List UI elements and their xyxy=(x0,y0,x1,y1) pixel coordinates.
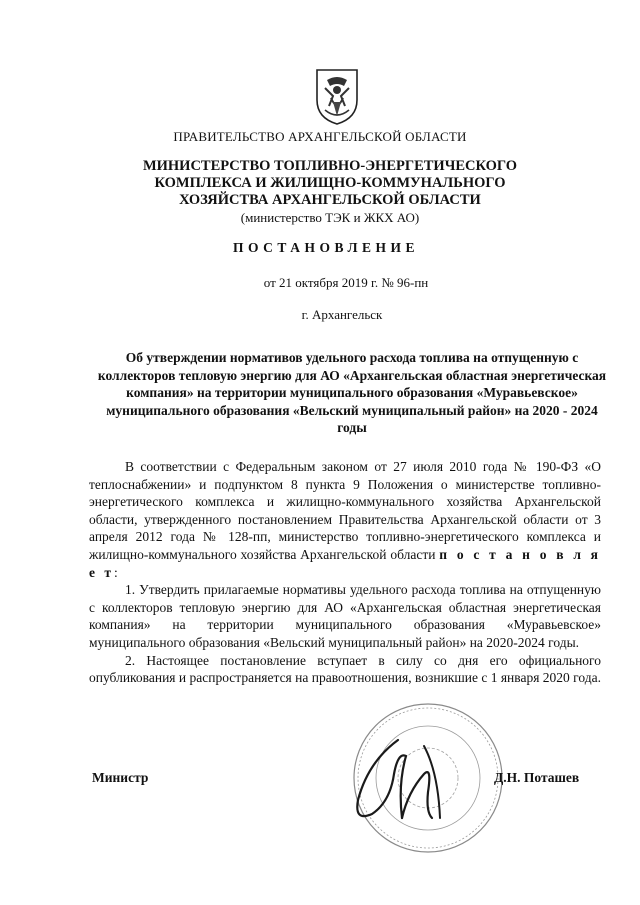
ministry-block xyxy=(120,158,540,226)
document-city: г. Архангельск xyxy=(301,307,383,322)
preamble-paragraph xyxy=(89,458,601,581)
preamble-colon: : xyxy=(114,564,118,580)
ministry-name-line: КОМПЛЕКСА И ЖИЛИЩНО-КОММУНАЛЬНОГО xyxy=(154,175,506,191)
preamble-text: В соответствии с Федеральным законом от 27 июля 2010 года № 190-ФЗ «О теплоснабжении» и подпунктом 8 пункта 9 Положения о министерстве топливно-энергетического комплекса и жилищно-коммунального хозяйства Архангельской области, утвержденного постановлением Правительства Архангельской области от 3 апреля 2012 года № 128-пп, министерство топливно-энергетического комплекса и жилищно-коммунального хозяйства Архангельской области xyxy=(89,459,601,562)
document-type: ПОСТАНОВЛЕНИЕ xyxy=(232,240,420,255)
document-subject: Об утверждении нормативов удельного расхода топлива на отпущенную с коллекторов тепловую энергию для АО «Архангельская областная энергетическая компания» на территории муниципального образования «Муравьевское» муниципального образования «Вельский муниципальный район» на 2020 - 2024 годы xyxy=(97,350,607,436)
signatory-position: Министр xyxy=(92,770,149,785)
ministry-abbreviation: (министерство ТЭК и ЖКХ АО) xyxy=(240,210,420,225)
document-body xyxy=(89,458,601,687)
government-name: ПРАВИТЕЛЬСТВО АРХАНГЕЛЬСКОЙ ОБЛАСТИ xyxy=(173,129,467,144)
signatory-name: Д.Н. Поташев xyxy=(494,770,580,785)
coat-of-arms-emblem xyxy=(313,66,361,126)
resolves-word: п о с т а н о в л я е т xyxy=(89,546,601,580)
ministry-name-line: МИНИСТЕРСТВО ТОПЛИВНО-ЭНЕРГЕТИЧЕСКОГО xyxy=(142,158,518,174)
document-date-number: от 21 октября 2019 г. № 96-пн xyxy=(263,275,429,290)
item-1-paragraph: 1. Утвердить прилагаемые нормативы удельного расхода топлива на отпущенную с коллекторов тепловую энергию для АО «Архангельская областная энергетическая компания» на территории муниципального образования «Муравьевское» муниципального образования «Вельский муниципальный район» на 2020-2024 годы. xyxy=(89,582,601,650)
handwritten-signature xyxy=(328,722,468,842)
item-2-paragraph: 2. Настоящее постановление вступает в силу со дня его официального опубликования и распространяется на правоотношения, возникшие с 1 января 2020 года. xyxy=(89,652,601,686)
ministry-name-line: ХОЗЯЙСТВА АРХАНГЕЛЬСКОЙ ОБЛАСТИ xyxy=(179,192,481,208)
